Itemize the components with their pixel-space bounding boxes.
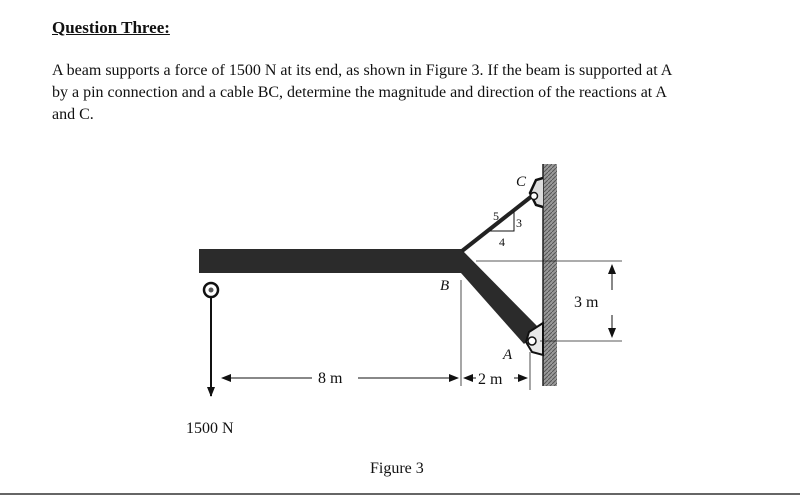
label-slope-4: 4 xyxy=(499,235,505,249)
label-2m: 2 m xyxy=(478,371,503,388)
label-b: B xyxy=(440,278,450,294)
label-force: 1500 N xyxy=(186,420,234,437)
pin-c xyxy=(531,193,538,200)
problem-line-2: by a pin connection and a cable BC, determine the magnitude and direction of the reactions at A xyxy=(52,84,667,101)
load-ring-inner xyxy=(209,288,214,293)
page-bottom-rule xyxy=(0,493,800,495)
pin-a xyxy=(528,337,536,345)
wall xyxy=(543,164,557,386)
label-slope-5: 5 xyxy=(493,209,499,223)
label-slope-3: 3 xyxy=(516,216,522,230)
horizontal-beam xyxy=(199,249,461,273)
label-3m: 3 m xyxy=(574,294,599,311)
problem-line-3: and C. xyxy=(52,106,94,123)
label-8m: 8 m xyxy=(318,370,343,387)
label-c: C xyxy=(516,174,527,190)
question-heading: Question Three: xyxy=(52,18,170,37)
label-a: A xyxy=(503,347,513,363)
angled-beam xyxy=(461,249,540,344)
figure-caption: Figure 3 xyxy=(370,460,424,477)
problem-line-1: A beam supports a force of 1500 N at its end, as shown in Figure 3. If the beam is supported at A xyxy=(52,62,673,79)
